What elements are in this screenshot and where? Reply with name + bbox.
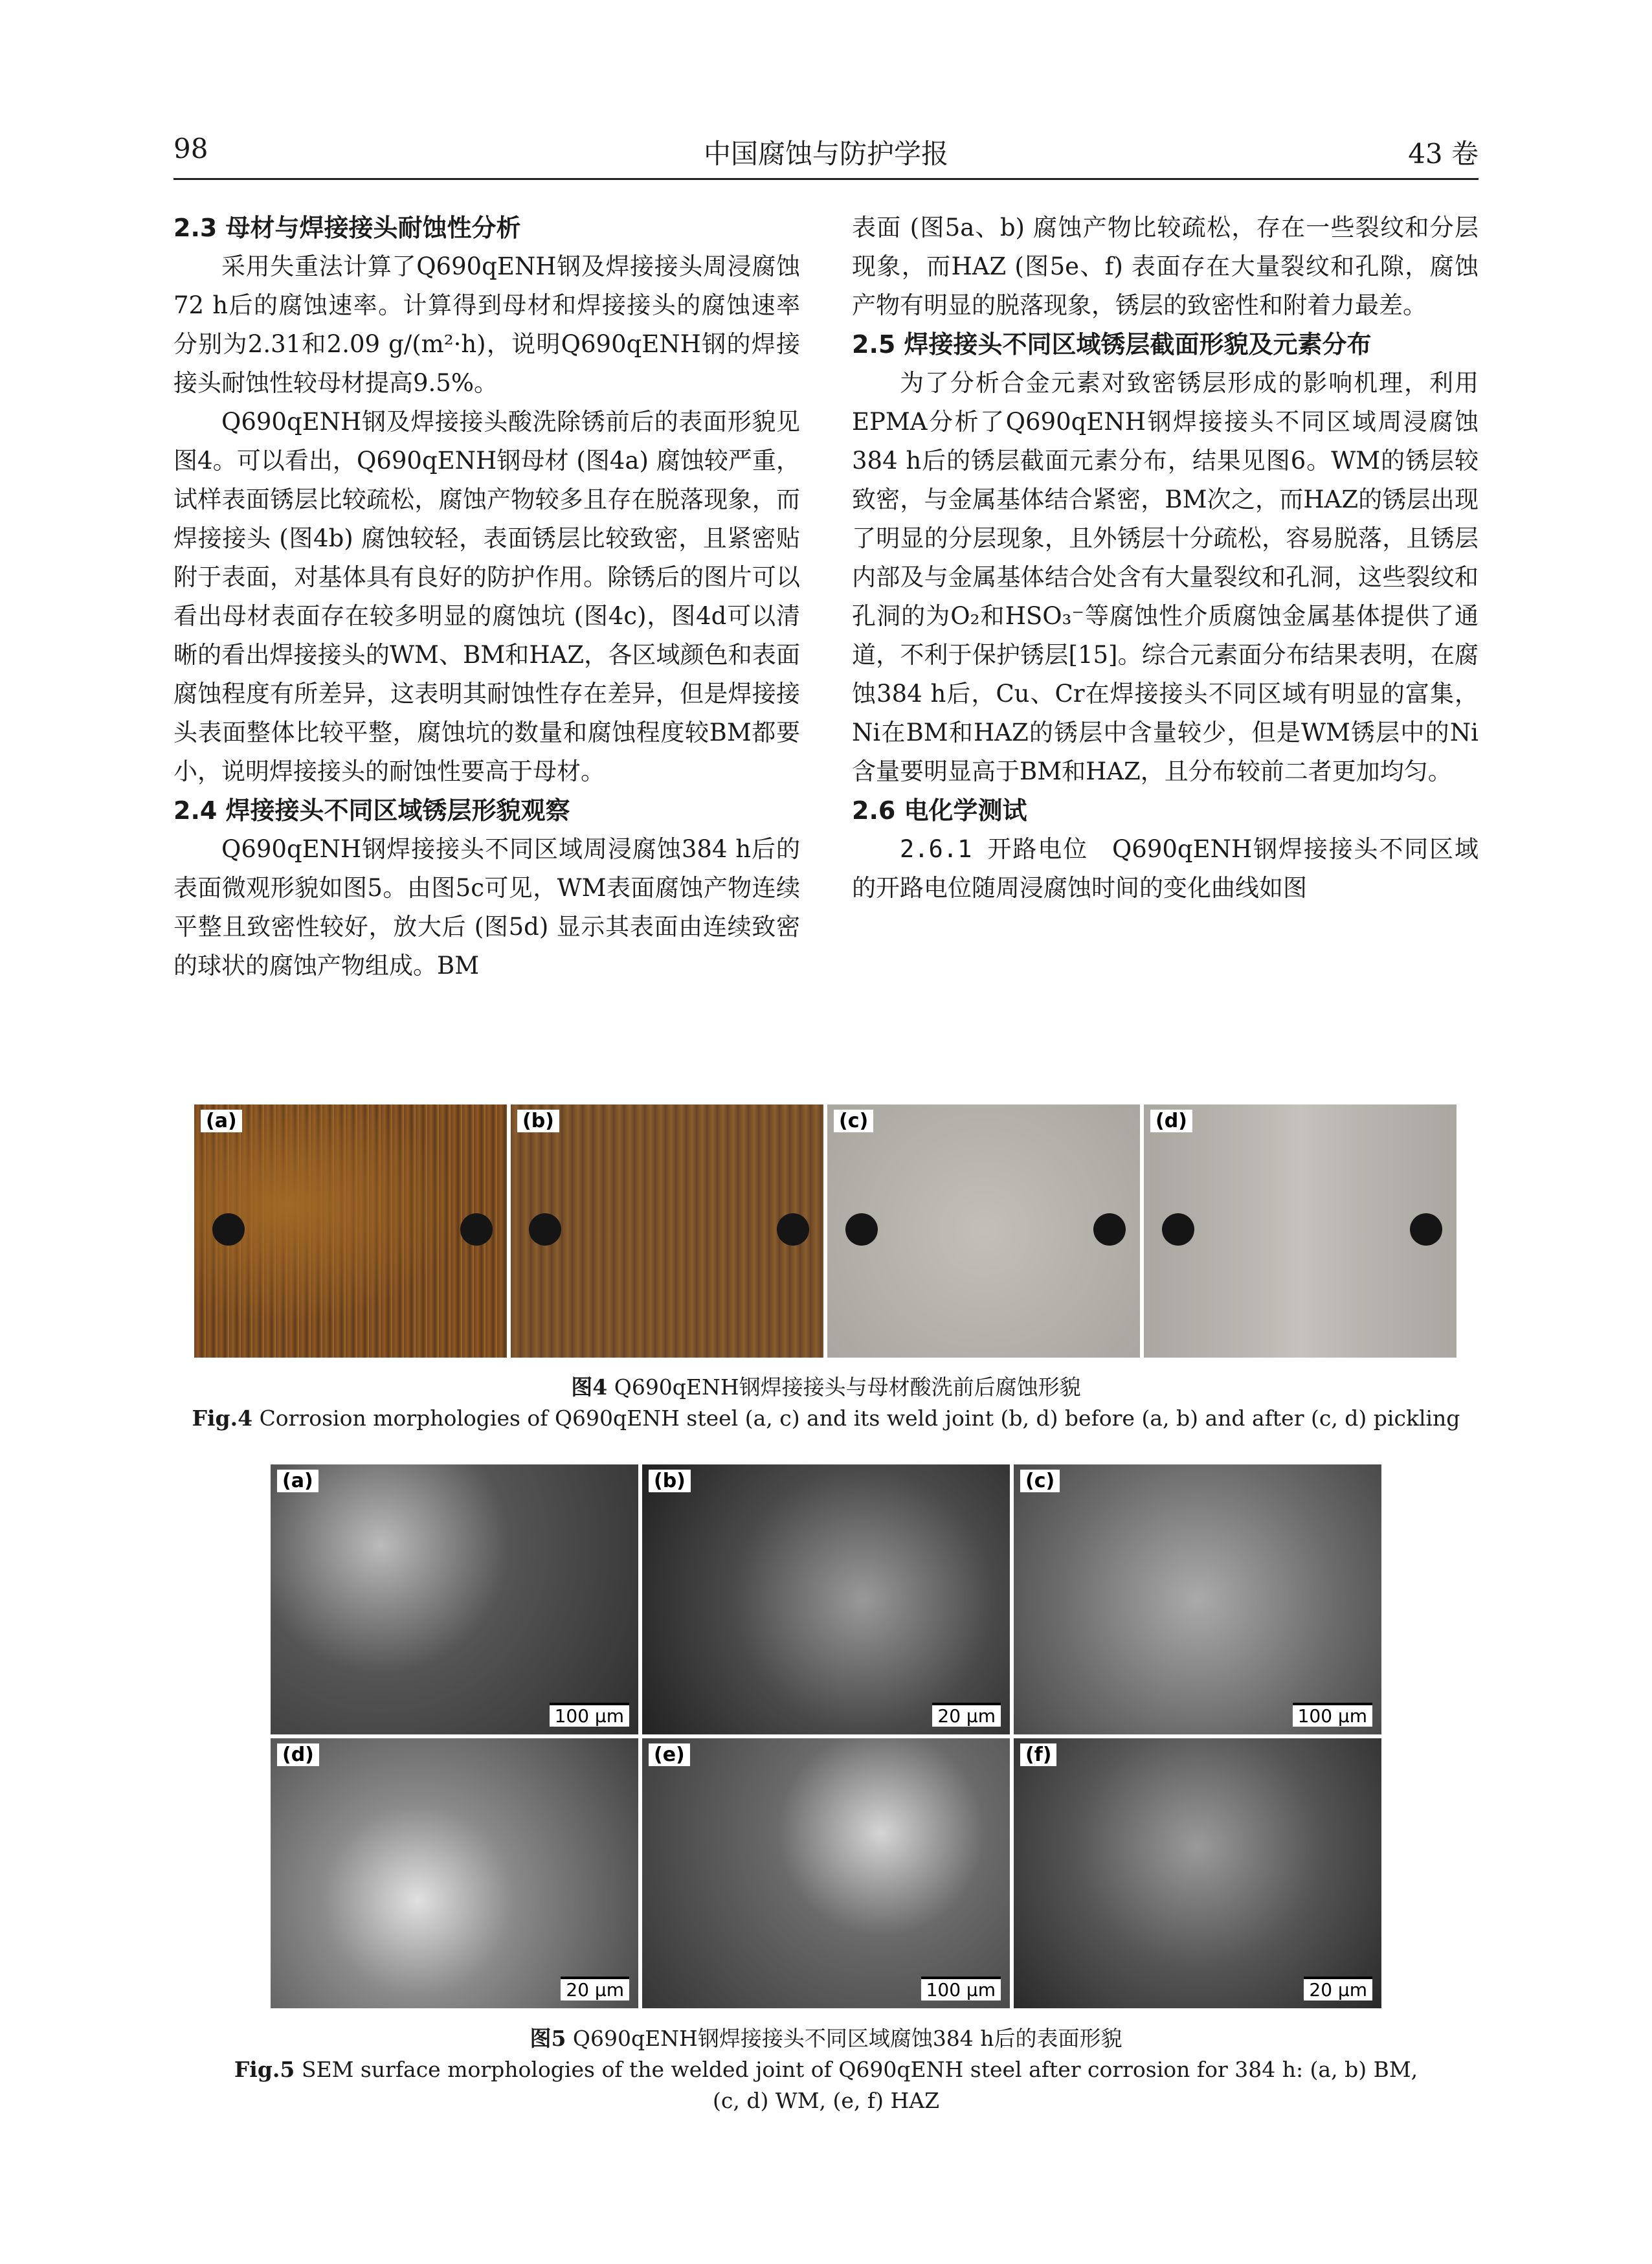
fig4-caption-cn [0, 1373, 1652, 1402]
scale-bar: 100 μm [921, 1977, 1001, 2001]
fig5-label-e: (e) [649, 1743, 690, 1766]
scale-bar: 20 μm [1304, 1977, 1372, 2001]
fig4-caption-en [0, 1404, 1652, 1433]
page-header [173, 133, 1479, 180]
fig5-label-b: (b) [649, 1470, 691, 1492]
fig4-panel-d [1144, 1104, 1457, 1358]
figure-4 [194, 1104, 1457, 1358]
section-2-6-title: 2.6 电化学测试 [852, 796, 1027, 825]
mounting-hole-icon [777, 1213, 809, 1246]
fig4-panel-b [511, 1104, 823, 1358]
fig4-label-a: (a) [201, 1110, 242, 1132]
fig5-panel-e [642, 1738, 1010, 2008]
scale-bar: 20 μm [932, 1703, 1001, 1727]
section-2-3-title: 2.3 母材与焊接接头耐蚀性分析 [173, 214, 521, 242]
mounting-hole-icon [845, 1213, 878, 1246]
fig5-panel-b [642, 1464, 1010, 1734]
fig5-caption-en-line2 [0, 2086, 1652, 2116]
page-number: 98 [173, 133, 208, 164]
mounting-hole-icon [212, 1213, 245, 1246]
fig5-caption-cn [0, 2024, 1652, 2054]
mounting-hole-icon [1410, 1213, 1442, 1246]
fig4-caption-cn-text: Q690qENH钢焊接接头与母材酸洗前后腐蚀形貌 [614, 1374, 1081, 1400]
fig5-caption-en [0, 2055, 1652, 2085]
journal-title: 中国腐蚀与防护学报 [703, 138, 948, 170]
fig4-panel-c [827, 1104, 1140, 1358]
fig4-label-c: (c) [834, 1110, 873, 1132]
mounting-hole-icon [529, 1213, 561, 1246]
fig5-caption-cn-text: Q690qENH钢焊接接头不同区域腐蚀384 h后的表面形貌 [572, 2026, 1122, 2051]
subsection-2-6-1-text: Q690qENH钢焊接接头不同区域的开路电位随周浸腐蚀时间的变化曲线如图 [852, 835, 1479, 902]
fig5-label-c: (c) [1020, 1470, 1060, 1492]
scale-bar: 100 μm [1293, 1703, 1372, 1727]
section-2-3-paragraph-2: Q690qENH钢及焊接接头酸洗除锈前后的表面形貌见图4。可以看出，Q690qENH钢母材 (图4a) 腐蚀较严重，试样表面锈层比较疏松，腐蚀产物较多且存在脱落现象，而焊接接头 (图4b) 腐蚀较轻，表面锈层比较致密，且紧密贴附于表面，对基体具有良好的防护作用。除锈后的图片可以看出母材表面存在较多明显的腐蚀坑 (图4c)，图4d可以清晰的看出焊接接头的WM、BM和HAZ，各区域颜色和表面腐蚀程度有所差异，这表明其耐蚀性存在差异，但是焊接接头表面整体比较平整，腐蚀坑的数量和腐蚀程度较BM都要小，说明焊接接头的耐蚀性要高于母材。 [173, 408, 800, 785]
scale-bar: 20 μm [561, 1977, 629, 2001]
left-column [173, 208, 800, 985]
fig5-panel-f [1014, 1738, 1381, 2008]
fig5-label-d: (d) [277, 1743, 319, 1766]
section-2-5-paragraph-1: 为了分析合金元素对致密锈层形成的影响机理，利用EPMA分析了Q690qENH钢焊接接头不同区域周浸腐蚀384 h后的锈层截面元素分布，结果见图6。WM的锈层较致密，与金属基体结合紧密，BM次之，而HAZ的锈层出现了明显的分层现象，且外锈层十分疏松，容易脱落，且锈层内部及与金属基体结合处含有大量裂纹和孔洞，这些裂纹和孔洞的为O₂和HSO₃⁻等腐蚀性介质腐蚀金属基体提供了通道，不利于保护锈层[15]。综合元素面分布结果表明，在腐蚀384 h后，Cu、Cr在焊接接头不同区域有明显的富集，Ni在BM和HAZ的锈层中含量较少，但是WM锈层中的Ni含量要明显高于BM和HAZ，且分布较前二者更加均匀。 [852, 369, 1479, 785]
section-2-3-paragraph-1: 采用失重法计算了Q690qENH钢及焊接接头周浸腐蚀72 h后的腐蚀速率。计算得到母材和焊接接头的腐蚀速率分别为2.31和2.09 g/(m²·h)，说明Q690qENH钢的焊接接头耐蚀性较母材提高9.5%。 [173, 252, 800, 397]
figure-5 [271, 1464, 1381, 2008]
fig5-caption-en-text-1: SEM surface morphologies of the welded joint of Q690qENH steel after corrosion for 384 h: (a, b) BM, [301, 2057, 1418, 2082]
section-2-5-title: 2.5 焊接接头不同区域锈层截面形貌及元素分布 [852, 330, 1372, 359]
right-column [852, 208, 1479, 908]
mounting-hole-icon [1093, 1213, 1126, 1246]
fig4-panel-a [194, 1104, 507, 1358]
fig5-label-f: (f) [1020, 1743, 1056, 1766]
fig5-label-a: (a) [277, 1470, 318, 1492]
fig5-panel-c [1014, 1464, 1381, 1734]
fig4-caption-cn-number: 图4 [571, 1374, 608, 1400]
fig4-label-d: (d) [1150, 1110, 1192, 1132]
section-2-4-title: 2.4 焊接接头不同区域锈层形貌观察 [173, 796, 570, 825]
mounting-hole-icon [460, 1213, 493, 1246]
section-2-4-paragraph-1: Q690qENH钢焊接接头不同区域周浸腐蚀384 h后的表面微观形貌如图5。由图5c可见，WM表面腐蚀产物连续平整且致密性较好，放大后 (图5d) 显示其表面由连续致密的球状的腐蚀产物组成。BM [173, 835, 800, 980]
fig4-caption-en-text: Corrosion morphologies of Q690qENH steel (a, c) and its weld joint (b, d) before (a, b) and after (c, d) pickling [259, 1406, 1460, 1431]
fig5-caption-cn-number: 图5 [530, 2026, 566, 2051]
fig4-label-b: (b) [517, 1110, 559, 1132]
subsection-2-6-1-label: 2.6.1 开路电位 [900, 835, 1088, 863]
fig5-caption-en-text-2: (c, d) WM, (e, f) HAZ [712, 2088, 939, 2113]
volume-label: 43 卷 [1408, 138, 1479, 170]
continued-paragraph: 表面 (图5a、b) 腐蚀产物比较疏松，存在一些裂纹和分层现象，而HAZ (图5e、f) 表面存在大量裂纹和孔隙，腐蚀产物有明显的脱落现象，锈层的致密性和附着力最差。 [852, 214, 1479, 319]
fig4-caption-en-number: Fig.4 [192, 1406, 253, 1431]
fig5-panel-d [271, 1738, 638, 2008]
fig5-caption-en-number: Fig.5 [234, 2057, 295, 2082]
scale-bar: 100 μm [550, 1703, 629, 1727]
section-2-6-1-paragraph [852, 830, 1479, 908]
fig5-panel-a [271, 1464, 638, 1734]
mounting-hole-icon [1162, 1213, 1194, 1246]
